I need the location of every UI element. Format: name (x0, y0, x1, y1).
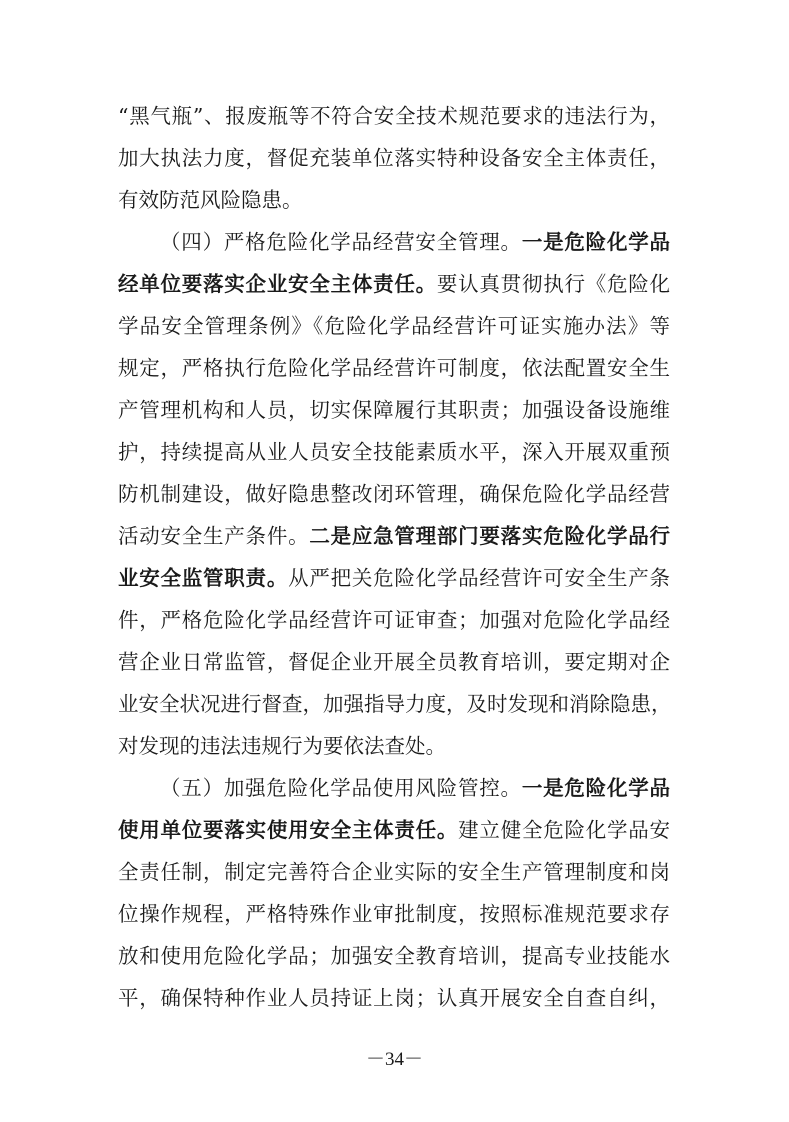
text-line (118, 725, 670, 767)
text-run: 对发现的违法违规行为要依法查处。 (118, 734, 446, 758)
text-run: 全责任制，制定完善符合企业实际的安全生产管理制度和岗 (118, 860, 670, 884)
text-line (118, 935, 670, 977)
text-line (118, 347, 670, 389)
text-line (118, 95, 670, 137)
text-line (118, 431, 670, 473)
page-number: －34－ (365, 1049, 423, 1070)
text-run: 护，持续提高从业人员安全技能素质水平，深入开展双重预 (118, 440, 670, 464)
text-line (118, 221, 670, 263)
paragraph (118, 221, 670, 767)
text-run: 防机制建设，做好隐患整改闭环管理，确保危险化学品经营 (118, 482, 670, 506)
text-run: 放和使用危险化学品；加强安全教育培训，提高专业技能水 (118, 944, 670, 968)
text-run: 营企业日常监管，督促企业开展全员教育培训，要定期对企 (118, 650, 670, 674)
text-run: 产管理机构和人员，切实保障履行其职责；加强设备设施维 (118, 398, 670, 422)
bold-text: 一是危险化学品 (521, 776, 671, 800)
text-line (118, 557, 670, 599)
text-line (118, 515, 670, 557)
text-run: 加大执法力度，督促充装单位落实特种设备安全主体责任， (118, 146, 670, 170)
text-run: （五）加强危险化学品使用风险管控。 (160, 776, 522, 800)
text-line (118, 767, 670, 809)
text-line (118, 893, 670, 935)
text-run: 位操作规程，严格特殊作业审批制度，按照标准规范要求存 (118, 902, 670, 926)
text-run: 活动安全生产条件。 (118, 524, 310, 548)
text-line (118, 263, 670, 305)
text-line (118, 137, 670, 179)
text-run: 有效防范风险隐患。 (118, 188, 303, 212)
text-run: 建立健全危险化学品安 (458, 818, 671, 842)
text-line (118, 599, 670, 641)
paragraph (118, 95, 670, 221)
paragraph (118, 767, 670, 1019)
text-line (118, 977, 670, 1019)
text-run: 学品安全管理条例》《危险化学品经营许可证实施办法》等 (118, 314, 670, 338)
bold-text: 一是危险化学品 (521, 230, 671, 254)
text-line (118, 851, 670, 893)
bold-text: 二是应急管理部门要落实危险化学品行 (309, 524, 671, 548)
text-run: 件，严格危险化学品经营许可证审查；加强对危险化学品经 (118, 608, 670, 632)
text-run: 业安全状况进行督查，加强指导力度，及时发现和消除隐患， (118, 692, 672, 716)
text-line (118, 683, 670, 725)
text-line (118, 305, 670, 347)
text-line (118, 809, 670, 851)
text-run: “黑气瓶”、报废瓶等不符合安全技术规范要求的违法行为， (118, 104, 670, 128)
bold-text: 使用单位要落实使用安全主体责任。 (118, 818, 459, 842)
bold-text: 经单位要落实企业安全主体责任。 (118, 272, 437, 296)
text-line (118, 641, 670, 683)
text-run: 要认真贯彻执行《危险化 (436, 272, 671, 296)
text-run: 规定，严格执行危险化学品经营许可制度，依法配置安全生 (118, 356, 670, 380)
text-line (118, 473, 670, 515)
text-run: （四）严格危险化学品经营安全管理。 (160, 230, 522, 254)
text-line (118, 179, 670, 221)
document-body (118, 95, 670, 1019)
text-run: 从严把关危险化学品经营许可安全生产条 (288, 566, 671, 590)
bold-text: 业安全监管职责。 (118, 566, 289, 590)
text-run: 平，确保特种作业人员持证上岗；认真开展安全自查自纠， (118, 986, 670, 1010)
text-line (118, 389, 670, 431)
